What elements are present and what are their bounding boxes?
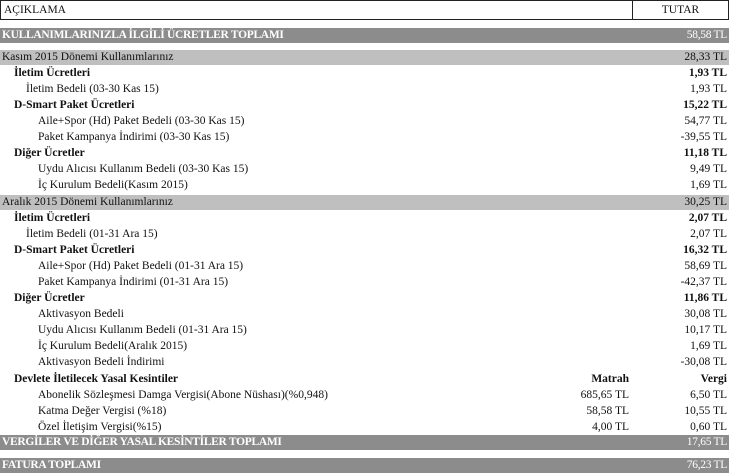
row-label: İletim Ücretleri (14, 67, 91, 79)
row-label: FATURA TOPLAMI (2, 459, 101, 471)
row-amount: 17,65 TL (686, 436, 727, 448)
row-label: Aile+Spor (Hd) Paket Bedeli (01-31 Ara 15) (38, 260, 244, 272)
line-item-row (0, 162, 729, 177)
tax-total-row (0, 435, 729, 450)
row-label: İletim Bedeli (01-31 Ara 15) (26, 228, 158, 240)
tax-base: 685,65 TL (580, 389, 629, 401)
period-row-december (0, 195, 729, 210)
row-amount: -30,08 TL (680, 356, 727, 368)
tax-label: Özel İletişim Vergisi(%15) (38, 421, 162, 433)
row-amount: 54,77 TL (684, 115, 727, 127)
category-row (0, 211, 729, 226)
row-label: İç Kurulum Bedeli(Aralık 2015) (38, 340, 188, 352)
tax-item-row (0, 388, 729, 403)
line-item-row (0, 259, 729, 274)
row-label: Paket Kampanya İndirimi (03-30 Kas 15) (38, 131, 230, 143)
amount-header: TUTAR (661, 4, 700, 16)
tax-section-label: Devlete İletilecek Yasal Kesintiler (14, 373, 179, 385)
line-item-row (0, 130, 729, 145)
row-label: İletim Bedeli (03-30 Kas 15) (26, 83, 159, 95)
tax-item-row (0, 420, 729, 435)
category-row (0, 146, 729, 161)
line-item-row (0, 275, 729, 290)
row-amount: 11,18 TL (683, 147, 727, 159)
tax-item-row (0, 404, 729, 419)
row-amount: 10,17 TL (684, 324, 727, 336)
tax-amount: 10,55 TL (684, 405, 727, 417)
line-item-row (0, 114, 729, 129)
line-item-row (0, 82, 729, 97)
row-amount: 28,33 TL (684, 51, 727, 63)
row-amount: 1,69 TL (690, 179, 727, 191)
invoice-total-row (0, 458, 729, 473)
row-label: Paket Kampanya İndirimi (01-31 Ara 15) (38, 276, 229, 288)
row-label: Aile+Spor (Hd) Paket Bedeli (03-30 Kas 15) (38, 115, 245, 127)
tax-amount-header: Vergi (700, 373, 727, 385)
row-label: Diğer Ücretler (14, 292, 85, 304)
row-amount: 30,08 TL (684, 308, 727, 320)
row-amount: 1,93 TL (690, 83, 727, 95)
row-label: Diğer Ücretler (14, 147, 85, 159)
row-amount: 76,23 TL (686, 459, 727, 471)
tax-base-header: Matrah (591, 373, 629, 385)
row-label: Aktivasyon Bedeli (38, 308, 124, 320)
line-item-row (0, 355, 729, 370)
row-amount: 58,69 TL (684, 260, 727, 272)
tax-amount: 0,60 TL (690, 421, 727, 433)
category-row (0, 98, 729, 113)
row-label: İç Kurulum Bedeli(Kasım 2015) (38, 179, 188, 191)
row-label: Aktivasyon Bedeli İndirimi (38, 356, 165, 368)
usage-total-row (0, 28, 729, 43)
tax-base: 4,00 TL (592, 421, 629, 433)
row-amount: 30,25 TL (684, 196, 727, 208)
row-amount: 1,93 TL (688, 67, 727, 79)
row-amount: 58,58 TL (686, 29, 727, 41)
tax-label: Abonelik Sözleşmesi Damga Vergisi(Abone Nüshası)(%0,948) (38, 389, 328, 401)
category-row (0, 243, 729, 258)
row-amount: 1,69 TL (690, 340, 727, 352)
tax-amount: 6,50 TL (690, 389, 727, 401)
tax-header-row (0, 372, 729, 387)
row-amount: 11,86 TL (683, 292, 727, 304)
row-amount: -39,55 TL (680, 131, 727, 143)
row-amount: 2,07 TL (690, 228, 727, 240)
row-label: D-Smart Paket Ücretleri (14, 99, 135, 111)
row-label: KULLANIMLARINIZLA İLGİLİ ÜCRETLER TOPLAMI (2, 29, 284, 41)
row-label: Kasım 2015 Dönemi Kullanımlarınız (2, 51, 174, 63)
description-header: AÇIKLAMA (4, 4, 66, 16)
line-item-row (0, 227, 729, 242)
row-label: Uydu Alıcısı Kullanım Bedeli (03-30 Kas 15) (38, 163, 249, 175)
row-amount: 2,07 TL (688, 212, 727, 224)
line-item-row (0, 323, 729, 338)
tax-base: 58,58 TL (586, 405, 629, 417)
row-amount: 16,32 TL (683, 244, 727, 256)
table-header (0, 0, 729, 20)
line-item-row (0, 178, 729, 193)
row-amount: 15,22 TL (683, 99, 727, 111)
row-label: Aralık 2015 Dönemi Kullanımlarınız (2, 196, 173, 208)
row-amount: 9,49 TL (690, 163, 727, 175)
row-label: D-Smart Paket Ücretleri (14, 244, 135, 256)
row-label: Uydu Alıcısı Kullanım Bedeli (01-31 Ara 15) (38, 324, 247, 336)
category-row (0, 66, 729, 81)
row-amount: -42,37 TL (680, 276, 727, 288)
period-row-november (0, 50, 729, 65)
line-item-row (0, 307, 729, 322)
tax-label: Katma Değer Vergisi (%18) (38, 405, 167, 417)
row-label: İletim Ücretleri (14, 212, 91, 224)
line-item-row (0, 339, 729, 354)
row-label: VERGİLER VE DİĞER YASAL KESİNTİLER TOPLAMI (2, 436, 282, 448)
category-row (0, 291, 729, 306)
